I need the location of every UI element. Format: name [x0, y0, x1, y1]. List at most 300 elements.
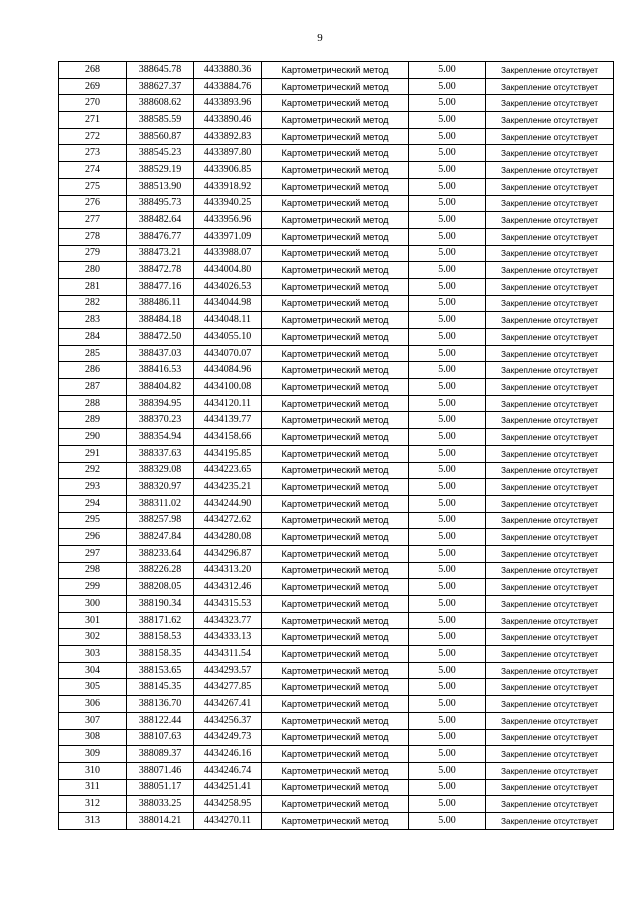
- x-coordinate-cell: 388158.35: [127, 646, 194, 663]
- description-cell: Закрепление отсутствует: [486, 412, 614, 429]
- table-row: [59, 679, 614, 696]
- point-number-cell: 279: [59, 245, 127, 262]
- point-number-cell: 311: [59, 779, 127, 796]
- y-coordinate-cell: 4434293.57: [194, 662, 262, 679]
- description-cell: Закрепление отсутствует: [486, 278, 614, 295]
- page-number: 9: [317, 32, 323, 44]
- x-coordinate-cell: 388645.78: [127, 62, 194, 79]
- point-number-cell: 272: [59, 128, 127, 145]
- y-coordinate-cell: 4434055.10: [194, 329, 262, 346]
- x-coordinate-cell: 388529.19: [127, 162, 194, 179]
- method-cell: Картометрический метод: [262, 729, 409, 746]
- y-coordinate-cell: 4434256.37: [194, 712, 262, 729]
- y-coordinate-cell: 4434235.21: [194, 479, 262, 496]
- y-coordinate-cell: 4434258.95: [194, 796, 262, 813]
- accuracy-cell: 5.00: [409, 812, 486, 829]
- x-coordinate-cell: 388486.11: [127, 295, 194, 312]
- description-cell: Закрепление отсутствует: [486, 245, 614, 262]
- method-cell: Картометрический метод: [262, 379, 409, 396]
- x-coordinate-cell: 388476.77: [127, 228, 194, 245]
- table-row: [59, 712, 614, 729]
- description-cell: Закрепление отсутствует: [486, 596, 614, 613]
- method-cell: Картометрический метод: [262, 395, 409, 412]
- table-row: [59, 395, 614, 412]
- table-row: [59, 562, 614, 579]
- table-row: [59, 762, 614, 779]
- accuracy-cell: 5.00: [409, 379, 486, 396]
- point-number-cell: 301: [59, 612, 127, 629]
- description-cell: Закрепление отсутствует: [486, 629, 614, 646]
- description-cell: Закрепление отсутствует: [486, 162, 614, 179]
- point-number-cell: 297: [59, 545, 127, 562]
- table-row: [59, 345, 614, 362]
- accuracy-cell: 5.00: [409, 362, 486, 379]
- table-row: [59, 629, 614, 646]
- point-number-cell: 281: [59, 278, 127, 295]
- y-coordinate-cell: 4434244.90: [194, 495, 262, 512]
- description-cell: Закрепление отсутствует: [486, 495, 614, 512]
- point-number-cell: 300: [59, 596, 127, 613]
- x-coordinate-cell: 388627.37: [127, 78, 194, 95]
- method-cell: Картометрический метод: [262, 262, 409, 279]
- accuracy-cell: 5.00: [409, 696, 486, 713]
- x-coordinate-cell: 388226.28: [127, 562, 194, 579]
- x-coordinate-cell: 388051.17: [127, 779, 194, 796]
- method-cell: Картометрический метод: [262, 145, 409, 162]
- table-row: [59, 145, 614, 162]
- table-row: [59, 579, 614, 596]
- accuracy-cell: 5.00: [409, 62, 486, 79]
- point-number-cell: 269: [59, 78, 127, 95]
- x-coordinate-cell: 388311.02: [127, 495, 194, 512]
- description-cell: Закрепление отсутствует: [486, 395, 614, 412]
- y-coordinate-cell: 4434323.77: [194, 612, 262, 629]
- method-cell: Картометрический метод: [262, 662, 409, 679]
- table-row: [59, 78, 614, 95]
- accuracy-cell: 5.00: [409, 429, 486, 446]
- method-cell: Картометрический метод: [262, 545, 409, 562]
- description-cell: Закрепление отсутствует: [486, 646, 614, 663]
- description-cell: Закрепление отсутствует: [486, 696, 614, 713]
- table-row: [59, 245, 614, 262]
- point-number-cell: 289: [59, 412, 127, 429]
- description-cell: Закрепление отсутствует: [486, 762, 614, 779]
- table-row: [59, 429, 614, 446]
- description-cell: Закрепление отсутствует: [486, 479, 614, 496]
- table-row: [59, 262, 614, 279]
- method-cell: Картометрический метод: [262, 128, 409, 145]
- x-coordinate-cell: 388071.46: [127, 762, 194, 779]
- description-cell: Закрепление отсутствует: [486, 679, 614, 696]
- point-number-cell: 298: [59, 562, 127, 579]
- x-coordinate-cell: 388513.90: [127, 178, 194, 195]
- y-coordinate-cell: 4433897.80: [194, 145, 262, 162]
- x-coordinate-cell: 388158.53: [127, 629, 194, 646]
- point-number-cell: 299: [59, 579, 127, 596]
- accuracy-cell: 5.00: [409, 796, 486, 813]
- method-cell: Картометрический метод: [262, 62, 409, 79]
- point-number-cell: 293: [59, 479, 127, 496]
- y-coordinate-cell: 4434313.20: [194, 562, 262, 579]
- point-number-cell: 268: [59, 62, 127, 79]
- accuracy-cell: 5.00: [409, 178, 486, 195]
- x-coordinate-cell: 388233.64: [127, 545, 194, 562]
- x-coordinate-cell: 388190.34: [127, 596, 194, 613]
- accuracy-cell: 5.00: [409, 646, 486, 663]
- y-coordinate-cell: 4434120.11: [194, 395, 262, 412]
- description-cell: Закрепление отсутствует: [486, 429, 614, 446]
- accuracy-cell: 5.00: [409, 312, 486, 329]
- description-cell: Закрепление отсутствует: [486, 112, 614, 129]
- accuracy-cell: 5.00: [409, 195, 486, 212]
- x-coordinate-cell: 388136.70: [127, 696, 194, 713]
- x-coordinate-cell: 388416.53: [127, 362, 194, 379]
- description-cell: Закрепление отсутствует: [486, 128, 614, 145]
- description-cell: Закрепление отсутствует: [486, 729, 614, 746]
- accuracy-cell: 5.00: [409, 612, 486, 629]
- point-number-cell: 291: [59, 445, 127, 462]
- point-number-cell: 303: [59, 646, 127, 663]
- table-row: [59, 362, 614, 379]
- y-coordinate-cell: 4434084.96: [194, 362, 262, 379]
- y-coordinate-cell: 4434251.41: [194, 779, 262, 796]
- method-cell: Картометрический метод: [262, 445, 409, 462]
- description-cell: Закрепление отсутствует: [486, 379, 614, 396]
- accuracy-cell: 5.00: [409, 412, 486, 429]
- point-number-cell: 283: [59, 312, 127, 329]
- y-coordinate-cell: 4434312.46: [194, 579, 262, 596]
- description-cell: Закрепление отсутствует: [486, 212, 614, 229]
- method-cell: Картометрический метод: [262, 295, 409, 312]
- point-number-cell: 287: [59, 379, 127, 396]
- table-row: [59, 212, 614, 229]
- x-coordinate-cell: 388247.84: [127, 529, 194, 546]
- method-cell: Картометрический метод: [262, 212, 409, 229]
- table-row: [59, 312, 614, 329]
- accuracy-cell: 5.00: [409, 762, 486, 779]
- x-coordinate-cell: 388033.25: [127, 796, 194, 813]
- table-row: [59, 195, 614, 212]
- description-cell: Закрепление отсутствует: [486, 579, 614, 596]
- method-cell: Картометрический метод: [262, 779, 409, 796]
- y-coordinate-cell: 4433890.46: [194, 112, 262, 129]
- y-coordinate-cell: 4434296.87: [194, 545, 262, 562]
- method-cell: Картометрический метод: [262, 746, 409, 763]
- accuracy-cell: 5.00: [409, 545, 486, 562]
- method-cell: Картометрический метод: [262, 512, 409, 529]
- method-cell: Картометрический метод: [262, 412, 409, 429]
- point-number-cell: 271: [59, 112, 127, 129]
- point-number-cell: 292: [59, 462, 127, 479]
- point-number-cell: 310: [59, 762, 127, 779]
- accuracy-cell: 5.00: [409, 228, 486, 245]
- accuracy-cell: 5.00: [409, 262, 486, 279]
- accuracy-cell: 5.00: [409, 212, 486, 229]
- point-number-cell: 282: [59, 295, 127, 312]
- y-coordinate-cell: 4434070.07: [194, 345, 262, 362]
- y-coordinate-cell: 4434315.53: [194, 596, 262, 613]
- table-row: [59, 379, 614, 396]
- point-number-cell: 302: [59, 629, 127, 646]
- point-number-cell: 270: [59, 95, 127, 112]
- method-cell: Картометрический метод: [262, 95, 409, 112]
- point-number-cell: 296: [59, 529, 127, 546]
- accuracy-cell: 5.00: [409, 679, 486, 696]
- y-coordinate-cell: 4433884.76: [194, 78, 262, 95]
- accuracy-cell: 5.00: [409, 295, 486, 312]
- accuracy-cell: 5.00: [409, 245, 486, 262]
- y-coordinate-cell: 4433988.07: [194, 245, 262, 262]
- y-coordinate-cell: 4434139.77: [194, 412, 262, 429]
- method-cell: Картометрический метод: [262, 579, 409, 596]
- accuracy-cell: 5.00: [409, 512, 486, 529]
- method-cell: Картометрический метод: [262, 278, 409, 295]
- accuracy-cell: 5.00: [409, 395, 486, 412]
- point-number-cell: 290: [59, 429, 127, 446]
- x-coordinate-cell: 388320.97: [127, 479, 194, 496]
- table-row: [59, 329, 614, 346]
- point-number-cell: 275: [59, 178, 127, 195]
- method-cell: Картометрический метод: [262, 112, 409, 129]
- accuracy-cell: 5.00: [409, 712, 486, 729]
- y-coordinate-cell: 4433880.36: [194, 62, 262, 79]
- table-row: [59, 462, 614, 479]
- table-row: [59, 596, 614, 613]
- x-coordinate-cell: 388394.95: [127, 395, 194, 412]
- accuracy-cell: 5.00: [409, 445, 486, 462]
- table-row: [59, 746, 614, 763]
- accuracy-cell: 5.00: [409, 729, 486, 746]
- point-number-cell: 295: [59, 512, 127, 529]
- table-row: [59, 545, 614, 562]
- description-cell: Закрепление отсутствует: [486, 78, 614, 95]
- description-cell: Закрепление отсутствует: [486, 445, 614, 462]
- y-coordinate-cell: 4434280.08: [194, 529, 262, 546]
- point-number-cell: 278: [59, 228, 127, 245]
- y-coordinate-cell: 4433892.83: [194, 128, 262, 145]
- method-cell: Картометрический метод: [262, 462, 409, 479]
- y-coordinate-cell: 4434158.66: [194, 429, 262, 446]
- point-number-cell: 313: [59, 812, 127, 829]
- point-number-cell: 312: [59, 796, 127, 813]
- description-cell: Закрепление отсутствует: [486, 262, 614, 279]
- description-cell: Закрепление отсутствует: [486, 62, 614, 79]
- method-cell: Картометрический метод: [262, 646, 409, 663]
- table-row: [59, 696, 614, 713]
- method-cell: Картометрический метод: [262, 429, 409, 446]
- method-cell: Картометрический метод: [262, 345, 409, 362]
- accuracy-cell: 5.00: [409, 779, 486, 796]
- method-cell: Картометрический метод: [262, 562, 409, 579]
- table-row: [59, 278, 614, 295]
- method-cell: Картометрический метод: [262, 596, 409, 613]
- accuracy-cell: 5.00: [409, 596, 486, 613]
- description-cell: Закрепление отсутствует: [486, 345, 614, 362]
- description-cell: Закрепление отсутствует: [486, 329, 614, 346]
- y-coordinate-cell: 4434272.62: [194, 512, 262, 529]
- x-coordinate-cell: 388477.16: [127, 278, 194, 295]
- x-coordinate-cell: 388560.87: [127, 128, 194, 145]
- description-cell: Закрепление отсутствует: [486, 712, 614, 729]
- point-number-cell: 294: [59, 495, 127, 512]
- y-coordinate-cell: 4433971.09: [194, 228, 262, 245]
- y-coordinate-cell: 4434246.74: [194, 762, 262, 779]
- method-cell: Картометрический метод: [262, 679, 409, 696]
- description-cell: Закрепление отсутствует: [486, 612, 614, 629]
- y-coordinate-cell: 4434048.11: [194, 312, 262, 329]
- description-cell: Закрепление отсутствует: [486, 362, 614, 379]
- method-cell: Картометрический метод: [262, 162, 409, 179]
- description-cell: Закрепление отсутствует: [486, 796, 614, 813]
- method-cell: Картометрический метод: [262, 712, 409, 729]
- description-cell: Закрепление отсутствует: [486, 779, 614, 796]
- accuracy-cell: 5.00: [409, 278, 486, 295]
- x-coordinate-cell: 388404.82: [127, 379, 194, 396]
- point-number-cell: 284: [59, 329, 127, 346]
- accuracy-cell: 5.00: [409, 462, 486, 479]
- accuracy-cell: 5.00: [409, 162, 486, 179]
- x-coordinate-cell: 388329.08: [127, 462, 194, 479]
- table-row: [59, 112, 614, 129]
- point-number-cell: 305: [59, 679, 127, 696]
- x-coordinate-cell: 388545.23: [127, 145, 194, 162]
- x-coordinate-cell: 388354.94: [127, 429, 194, 446]
- accuracy-cell: 5.00: [409, 746, 486, 763]
- y-coordinate-cell: 4433906.85: [194, 162, 262, 179]
- y-coordinate-cell: 4434223.65: [194, 462, 262, 479]
- point-number-cell: 285: [59, 345, 127, 362]
- description-cell: Закрепление отсутствует: [486, 662, 614, 679]
- x-coordinate-cell: 388437.03: [127, 345, 194, 362]
- point-number-cell: 309: [59, 746, 127, 763]
- accuracy-cell: 5.00: [409, 662, 486, 679]
- accuracy-cell: 5.00: [409, 529, 486, 546]
- method-cell: Картометрический метод: [262, 195, 409, 212]
- accuracy-cell: 5.00: [409, 345, 486, 362]
- table-row: [59, 412, 614, 429]
- description-cell: Закрепление отсутствует: [486, 512, 614, 529]
- accuracy-cell: 5.00: [409, 112, 486, 129]
- point-number-cell: 273: [59, 145, 127, 162]
- table-row: [59, 479, 614, 496]
- table-row: [59, 662, 614, 679]
- description-cell: Закрепление отсутствует: [486, 312, 614, 329]
- method-cell: Картометрический метод: [262, 812, 409, 829]
- table-row: [59, 612, 614, 629]
- x-coordinate-cell: 388208.05: [127, 579, 194, 596]
- point-number-cell: 286: [59, 362, 127, 379]
- accuracy-cell: 5.00: [409, 329, 486, 346]
- table-row: [59, 62, 614, 79]
- description-cell: Закрепление отсутствует: [486, 178, 614, 195]
- method-cell: Картометрический метод: [262, 245, 409, 262]
- point-number-cell: 280: [59, 262, 127, 279]
- accuracy-cell: 5.00: [409, 78, 486, 95]
- method-cell: Картометрический метод: [262, 228, 409, 245]
- point-number-cell: 304: [59, 662, 127, 679]
- x-coordinate-cell: 388122.44: [127, 712, 194, 729]
- x-coordinate-cell: 388257.98: [127, 512, 194, 529]
- method-cell: Картометрический метод: [262, 329, 409, 346]
- table-row: [59, 95, 614, 112]
- point-number-cell: 277: [59, 212, 127, 229]
- table-row: [59, 812, 614, 829]
- y-coordinate-cell: 4434249.73: [194, 729, 262, 746]
- table-row: [59, 178, 614, 195]
- table-row: [59, 529, 614, 546]
- point-number-cell: 306: [59, 696, 127, 713]
- method-cell: Картометрический метод: [262, 312, 409, 329]
- y-coordinate-cell: 4434246.16: [194, 746, 262, 763]
- accuracy-cell: 5.00: [409, 629, 486, 646]
- table-row: [59, 796, 614, 813]
- y-coordinate-cell: 4434004.80: [194, 262, 262, 279]
- table-row: [59, 162, 614, 179]
- x-coordinate-cell: 388495.73: [127, 195, 194, 212]
- y-coordinate-cell: 4434044.98: [194, 295, 262, 312]
- description-cell: Закрепление отсутствует: [486, 195, 614, 212]
- point-number-cell: 308: [59, 729, 127, 746]
- method-cell: Картометрический метод: [262, 762, 409, 779]
- point-number-cell: 307: [59, 712, 127, 729]
- description-cell: Закрепление отсутствует: [486, 95, 614, 112]
- description-cell: Закрепление отсутствует: [486, 529, 614, 546]
- x-coordinate-cell: 388337.63: [127, 445, 194, 462]
- method-cell: Картометрический метод: [262, 796, 409, 813]
- accuracy-cell: 5.00: [409, 145, 486, 162]
- x-coordinate-cell: 388089.37: [127, 746, 194, 763]
- x-coordinate-cell: 388482.64: [127, 212, 194, 229]
- x-coordinate-cell: 388608.62: [127, 95, 194, 112]
- description-cell: Закрепление отсутствует: [486, 228, 614, 245]
- x-coordinate-cell: 388171.62: [127, 612, 194, 629]
- description-cell: Закрепление отсутствует: [486, 812, 614, 829]
- y-coordinate-cell: 4433940.25: [194, 195, 262, 212]
- table-row: [59, 295, 614, 312]
- x-coordinate-cell: 388145.35: [127, 679, 194, 696]
- accuracy-cell: 5.00: [409, 579, 486, 596]
- y-coordinate-cell: 4434311.54: [194, 646, 262, 663]
- method-cell: Картометрический метод: [262, 495, 409, 512]
- table-row: [59, 779, 614, 796]
- description-cell: Закрепление отсутствует: [486, 145, 614, 162]
- x-coordinate-cell: 388107.63: [127, 729, 194, 746]
- description-cell: Закрепление отсутствует: [486, 545, 614, 562]
- description-cell: Закрепление отсутствует: [486, 562, 614, 579]
- method-cell: Картометрический метод: [262, 696, 409, 713]
- description-cell: Закрепление отсутствует: [486, 295, 614, 312]
- y-coordinate-cell: 4434270.11: [194, 812, 262, 829]
- x-coordinate-cell: 388370.23: [127, 412, 194, 429]
- accuracy-cell: 5.00: [409, 128, 486, 145]
- accuracy-cell: 5.00: [409, 479, 486, 496]
- y-coordinate-cell: 4434100.08: [194, 379, 262, 396]
- point-number-cell: 276: [59, 195, 127, 212]
- x-coordinate-cell: 388153.65: [127, 662, 194, 679]
- coordinates-table: [58, 61, 614, 830]
- y-coordinate-cell: 4434333.13: [194, 629, 262, 646]
- description-cell: Закрепление отсутствует: [486, 462, 614, 479]
- y-coordinate-cell: 4434267.41: [194, 696, 262, 713]
- point-number-cell: 288: [59, 395, 127, 412]
- accuracy-cell: 5.00: [409, 495, 486, 512]
- table-row: [59, 128, 614, 145]
- table-row: [59, 228, 614, 245]
- method-cell: Картометрический метод: [262, 78, 409, 95]
- table-row: [59, 495, 614, 512]
- y-coordinate-cell: 4433918.92: [194, 178, 262, 195]
- x-coordinate-cell: 388472.50: [127, 329, 194, 346]
